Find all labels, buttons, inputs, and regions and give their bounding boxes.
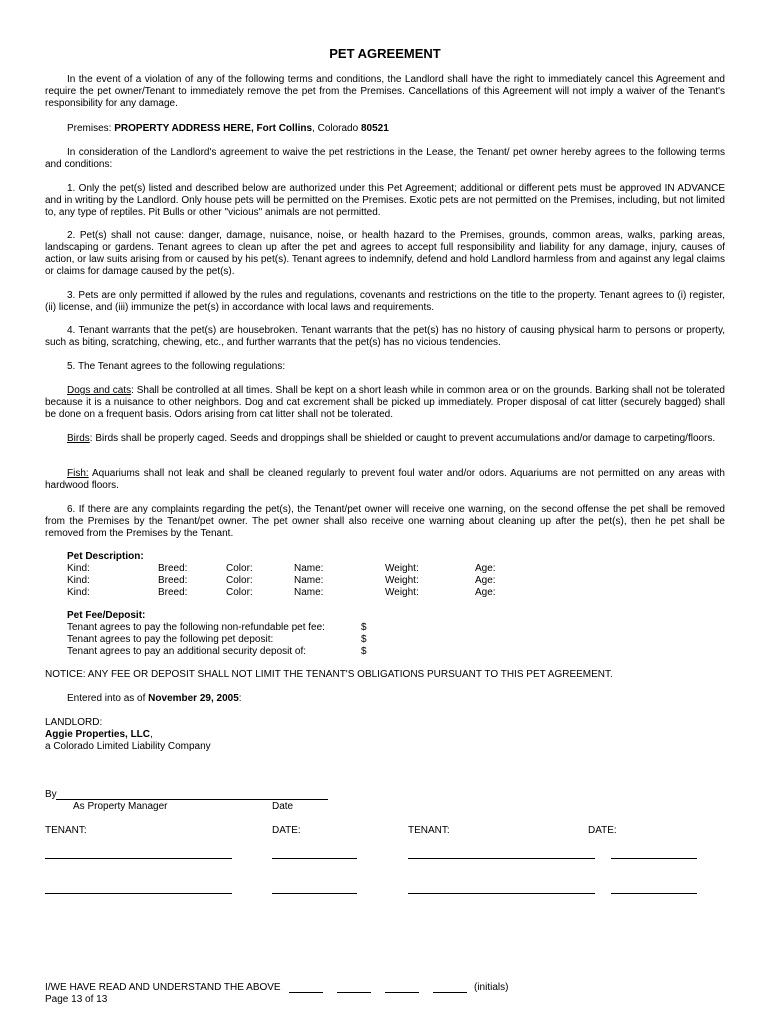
- entered-date: November 29, 2005: [148, 693, 239, 704]
- pet-row-3-kind: Kind:: [67, 587, 90, 598]
- premises-zip: 80521: [360, 123, 389, 134]
- consideration-paragraph: In consideration of the Landlord's agreement to waive the pet restrictions in the Lease, the Tenant/ pet owner hereby agrees to the following terms and conditions:: [45, 147, 725, 170]
- premises-city: , Fort Collins: [250, 123, 313, 134]
- security-deposit-currency: $: [361, 646, 367, 657]
- initials-line-3[interactable]: [385, 992, 419, 993]
- as-property-manager-label: As Property Manager: [73, 801, 168, 812]
- pet-row-1-age: Age:: [475, 563, 496, 574]
- clause-3: 3. Pets are only permitted if allowed by the rules and regulations, covenants and restrictions on the title to the property. Tenant agrees to (i) register,(ii) license, and (iii) immunize the pet(s) in accordance with local laws and requirements.: [45, 290, 725, 313]
- pet-row-1-name: Name:: [294, 563, 324, 574]
- pet-row-2-breed: Breed:: [158, 575, 188, 586]
- pet-deposit-label: Tenant agrees to pay the following pet deposit:: [67, 634, 274, 645]
- security-deposit-label: Tenant agrees to pay an additional security deposit of:: [67, 646, 307, 657]
- pet-deposit-currency: $: [361, 634, 367, 645]
- birds-regulation: [45, 433, 725, 445]
- initials-line-1[interactable]: [289, 992, 323, 993]
- initials-line-2[interactable]: [337, 992, 371, 993]
- clause-4: 4. Tenant warrants that the pet(s) are housebroken. Tenant warrants that the pet(s) has no history of causing physical harm to persons or property, such as biting, scratching, chewing, etc., and further warrants that the pet(s) has no vicious tendencies.: [45, 325, 725, 348]
- fish-regulation: [45, 468, 725, 492]
- pet-row-3-age: Age:: [475, 587, 496, 598]
- landlord-name-suffix: ,: [150, 729, 153, 740]
- birds-text: : Birds shall be properly caged. Seeds and droppings shall be shielded or caught to prevent accumulations and/or damage to carpeting/floors.: [89, 433, 716, 444]
- page-number: Page 13 of 13: [45, 994, 108, 1004]
- pet-row-1-weight: Weight:: [385, 563, 419, 574]
- premises-line: [45, 123, 725, 135]
- entered-suffix: :: [238, 693, 242, 704]
- tenant-2-signature-line[interactable]: [408, 858, 595, 859]
- clause-5: 5. The Tenant agrees to the following regulations:: [67, 361, 286, 372]
- pet-row-1-breed: Breed:: [158, 563, 188, 574]
- birds-label: Birds: [67, 433, 90, 444]
- tenant-1-label: TENANT:: [45, 825, 87, 836]
- date-4-line[interactable]: [611, 893, 697, 894]
- tenant-3-signature-line[interactable]: [45, 893, 232, 894]
- pet-description-heading: Pet Description:: [67, 551, 144, 562]
- clause-1: 1. Only the pet(s) listed and described below are authorized under this Pet Agreement; additional or different pets must be approved IN ADVANCE and in writing by the Landlord. Only house pets will be permitted on the Premises. Exotic pets are not permitted on the Premises, including, but not limited to, any type of reptiles. Pit Bulls or other "vicious" animals are not permitted.: [45, 183, 725, 218]
- tenant-2-label: TENANT:: [408, 825, 450, 836]
- signature-date-label: Date: [272, 801, 294, 812]
- pet-row-1-kind: Kind:: [67, 563, 90, 574]
- clause-2: 2. Pet(s) shall not cause: danger, damage, nuisance, noise, or health hazard to the Premises, grounds, common areas, walks, parking areas, landscaping or gardens. Tenant agrees to clean up after the pet and agrees to accept full responsibility and liability for any damage, injury, causes of action, or law suits arising from or caused by his pet(s). Tenant agrees to indemnify, defend and hold Landlord harmless from and against any legal claims or claims for damage caused by the pet(s).: [45, 230, 725, 277]
- pet-row-2-age: Age:: [475, 575, 496, 586]
- pet-row-3-color: Color:: [226, 587, 253, 598]
- pet-fee-nonrefundable-label: Tenant agrees to pay the following non-refundable pet fee:: [67, 622, 325, 633]
- dogs-cats-regulation: [45, 385, 725, 421]
- pet-row-2-color: Color:: [226, 575, 253, 586]
- dogs-cats-text: : Shall be controlled at all times. Shall be kept on a short leash while in common area or on the grounds. Barking shall not be tolerated because it is a nuisance to other neighbors. Dog and cat excrement shall be picked up immediately. Proper disposal of cat litter (securely bagged) shall be done on a frequent basis. Odors arising from cat litter shall not be tolerated.: [45, 385, 725, 420]
- fish-label: Fish:: [67, 468, 89, 479]
- pet-fee-nonrefundable-currency: $: [361, 622, 367, 633]
- entered-prefix: Entered into as of: [67, 693, 149, 704]
- clause-6: 6. If there are any complaints regarding the pet(s), the Tenant/pet owner will receive one warning, on the second offense the pet shall be removed from the Premises by the Tenant/pet owner. The pet owner shall also receive one warning about cleaning up after the pet(s), then he pet shall be removed from the Premises by the Tenant.: [45, 504, 725, 539]
- pet-row-3-name: Name:: [294, 587, 324, 598]
- intro-paragraph: In the event of a violation of any of the following terms and conditions, the Landlord shall have the right to immediately cancel this Agreement and require the pet owner/Tenant to immediately remove the pet from the Premises. Cancellations of this Agreement will not imply a waiver of the Tenant's responsibility for any damage.: [45, 74, 725, 109]
- initials-label: (initials): [474, 982, 509, 993]
- pet-row-1-color: Color:: [226, 563, 253, 574]
- signature-by-label: By: [45, 789, 57, 800]
- notice-text: NOTICE: ANY FEE OR DEPOSIT SHALL NOT LIMIT THE TENANT'S OBLIGATIONS PURSUANT TO THIS PET AGREEMENT.: [45, 669, 613, 680]
- fish-text: Aquariums shall not leak and shall be cleaned regularly to prevent foul water and/or odors. Aquariums are not permitted on any areas with hardwood floors.: [45, 468, 725, 491]
- landlord-description: a Colorado Limited Liability Company: [45, 741, 211, 752]
- date-1-line[interactable]: [272, 858, 357, 859]
- initials-line-4[interactable]: [433, 992, 467, 993]
- pet-row-3-weight: Weight:: [385, 587, 419, 598]
- document-title: PET AGREEMENT: [329, 46, 441, 61]
- pet-row-2-kind: Kind:: [67, 575, 90, 586]
- premises-state: , Colorado: [312, 123, 359, 134]
- date-2-label: DATE:: [588, 825, 617, 836]
- acknowledge-text: I/WE HAVE READ AND UNDERSTAND THE ABOVE: [45, 982, 281, 993]
- landlord-name: Aggie Properties, LLC: [45, 729, 151, 740]
- landlord-name-line: [45, 729, 153, 741]
- date-3-line[interactable]: [272, 893, 357, 894]
- pet-row-3-breed: Breed:: [158, 587, 188, 598]
- pet-row-2-weight: Weight:: [385, 575, 419, 586]
- tenant-4-signature-line[interactable]: [408, 893, 595, 894]
- pet-fee-heading: Pet Fee/Deposit:: [67, 610, 146, 621]
- signature-line[interactable]: [56, 799, 328, 800]
- entered-line: [67, 693, 242, 705]
- date-1-label: DATE:: [272, 825, 301, 836]
- dogs-cats-label: Dogs and cats: [67, 385, 132, 396]
- pet-row-2-name: Name:: [294, 575, 324, 586]
- date-2-line[interactable]: [611, 858, 697, 859]
- tenant-1-signature-line[interactable]: [45, 858, 232, 859]
- landlord-label: LANDLORD:: [45, 717, 103, 728]
- premises-address: PROPERTY ADDRESS HERE: [114, 123, 251, 134]
- premises-label: Premises:: [67, 123, 112, 134]
